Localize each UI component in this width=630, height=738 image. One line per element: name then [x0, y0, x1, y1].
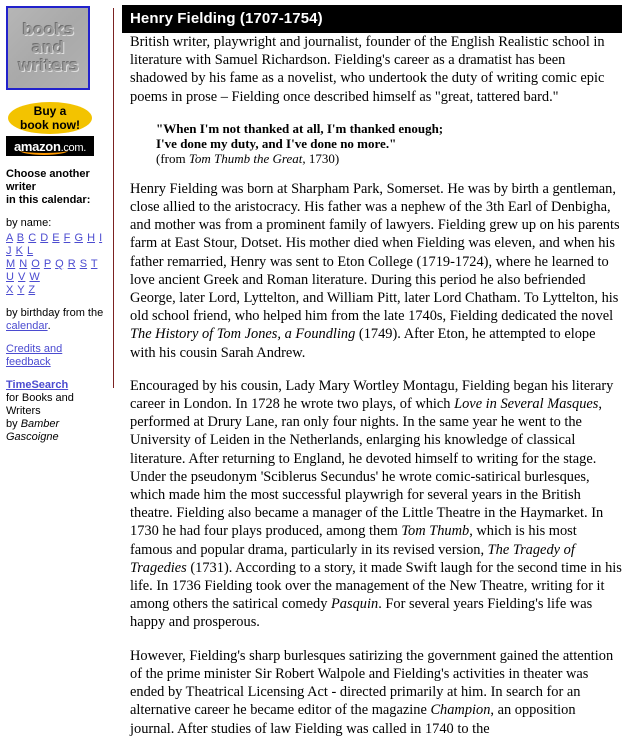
quote-source-prefix: (from — [156, 150, 189, 166]
letter-link-E[interactable]: E — [52, 232, 60, 244]
letter-link-S[interactable]: S — [79, 258, 88, 270]
body-text-run: . For several years Fielding's life was happy and prosperous. — [130, 596, 593, 631]
article-body — [122, 33, 630, 738]
letter-link-L[interactable]: L — [26, 245, 34, 257]
page-title-bar — [122, 5, 622, 33]
letter-link-I[interactable]: I — [99, 232, 103, 244]
amazon-banner-line-2: book now! — [20, 118, 80, 132]
work-title: Love in Several Masques — [454, 396, 599, 413]
para-literary-career — [130, 377, 622, 632]
sidebar — [0, 0, 108, 454]
timesearch-block — [6, 379, 104, 444]
amazon-brand-suffix: .com. — [60, 141, 86, 154]
choose-writer-heading-line-2: in this calendar: — [6, 194, 91, 206]
books-and-writers-logo — [6, 6, 90, 90]
choose-writer-heading — [6, 168, 104, 207]
logo-line-2: and — [31, 38, 65, 57]
calendar-link[interactable]: calendar — [6, 320, 48, 332]
letter-link-K[interactable]: K — [15, 245, 23, 257]
timesearch-author-prefix: by — [6, 418, 21, 430]
amazon-banner-text — [6, 100, 94, 136]
timesearch-author: Bamber Gascoigne — [6, 418, 60, 443]
timesearch-link[interactable]: TimeSearch — [6, 379, 69, 391]
rich-paragraphs — [130, 180, 622, 738]
quote-source-title: Tom Thumb the Great — [188, 150, 303, 166]
letter-link-D[interactable]: D — [40, 232, 49, 244]
intro-paragraph: British writer, playwright and journalist, founder of the English Realistic school in literature with Samuel Richardson. Fielding's career as a dramatist has been shadowed by his fame as a novelist, who undertook the duty of writing comic epic poems in prose – Fielding once described himself as "great, tattered bard." — [130, 34, 605, 105]
body-text-run: , an opposition journal. After studies of law Fielding was called in 1740 to the — [130, 702, 576, 737]
letter-link-R[interactable]: R — [67, 258, 76, 270]
letter-link-Y[interactable]: Y — [17, 284, 25, 296]
amazon-brand: amazon — [13, 138, 61, 154]
work-title: Tom Thumb — [401, 523, 470, 540]
body-text-run: However, Fielding's sharp burlesques satirizing the government gained the attention of the prime minister Sir Robert Walpole and Fielding's activities in theater was ended by Theatrical Licensing Act - directed primarily at him. In search for an alternative career he became editor of the magazine — [130, 647, 614, 719]
letter-link-B[interactable]: B — [16, 232, 25, 244]
body-text-run: , performed at Drury Lane, ran only four nights. In the same year he went to the University of Leiden in the Netherlands, enlarging his knowledge of classical literature. After returning to England, he devoted himself to writing for the stage. Under the pseudonym 'Sciblerus Secundus' he wrote comic-satirical burlesques, which made him the most successful playwrigh for several years in the British theatre. Fielding also became a manager of the Little Theatre in the Haymarket. In 1730 he had four plays produced, among them — [130, 396, 604, 540]
amazon-swoosh-icon — [20, 146, 68, 155]
letter-link-O[interactable]: O — [31, 258, 40, 270]
alphabet-row-2 — [6, 258, 97, 283]
body-text-run: Encouraged by his cousin, Lady Mary Wortley Montagu, Fielding began his literary career in London. In 1728 he wrote two plays, of which — [130, 377, 614, 413]
by-birthday-label: by birthday from the — [6, 307, 104, 319]
para-early-life — [130, 180, 622, 362]
letter-link-X[interactable]: X — [6, 284, 14, 296]
choose-writer-heading-line-1: Choose another writer — [6, 168, 90, 193]
page-title: Henry Fielding (1707-1754) — [130, 10, 323, 27]
amazon-logo-bar — [6, 136, 94, 156]
letter-link-Q[interactable]: Q — [55, 258, 64, 270]
letter-link-N[interactable]: N — [19, 258, 28, 270]
alphabet-index — [6, 232, 104, 297]
by-name-label: by name: — [6, 217, 52, 229]
calendar-period: . — [47, 320, 51, 332]
letter-link-V[interactable]: V — [18, 271, 26, 283]
amazon-banner-top — [6, 100, 94, 136]
work-title: Pasquin — [331, 596, 379, 613]
work-title: The Tragedy of Tragedies — [130, 541, 575, 576]
letter-link-T[interactable]: T — [90, 258, 98, 270]
letter-link-H[interactable]: H — [87, 232, 96, 244]
amazon-banner-line-1: Buy a — [33, 104, 67, 118]
letter-link-C[interactable]: C — [28, 232, 37, 244]
alphabet-row-3 — [6, 284, 35, 296]
letter-link-G[interactable]: G — [74, 232, 83, 244]
by-birthday-block — [6, 307, 104, 333]
amazon-buy-book-banner[interactable] — [6, 100, 94, 156]
letter-link-F[interactable]: F — [63, 232, 71, 244]
body-text-run: , which is his most famous and popular drama, particularly in its revised version, — [130, 523, 577, 558]
body-text-run: (1749). After Eton, he attempted to elope with his cousin Sarah Andrew. — [130, 326, 596, 361]
work-title: The History of Tom Jones, a Foundling — [130, 326, 356, 343]
para-walpole — [130, 647, 622, 738]
timesearch-subtitle: for Books and Writers — [6, 392, 74, 417]
quote-line-2: I've done my duty, and I've done no more." — [156, 135, 397, 151]
letter-link-U[interactable]: U — [6, 271, 14, 283]
pull-quote — [156, 121, 622, 166]
letter-link-P[interactable]: P — [43, 258, 52, 270]
quote-line-1: "When I'm not thanked at all, I'm thanked enough; — [156, 120, 444, 136]
logo-line-1: books — [22, 20, 74, 39]
letter-link-M[interactable]: M — [6, 258, 16, 270]
body-text-run: (1731). According to a story, it made Swift laugh for the second time in his life. In 1736 Fielding took over the management of the New Theatre, writing for it among others the satirical comedy — [130, 559, 622, 613]
quote-source-suffix: , 1730) — [302, 150, 340, 166]
alphabet-row-1 — [6, 232, 102, 257]
letter-link-A[interactable]: A — [6, 232, 13, 244]
vertical-divider — [113, 8, 114, 388]
logo-line-3: writers — [17, 56, 79, 75]
letter-link-J[interactable]: J — [6, 245, 12, 257]
credits-block — [6, 343, 104, 369]
letter-link-W[interactable]: W — [29, 271, 40, 283]
main-content — [122, 0, 630, 737]
work-title: Champion — [430, 702, 491, 719]
letter-link-Z[interactable]: Z — [28, 284, 36, 296]
credits-and-feedback-link[interactable]: Credits and feedback — [6, 343, 63, 368]
body-text-run: Henry Fielding was born at Sharpham Park, Somerset. He was by birth a gentleman, close allied to the aristocracy. His father was a nephew of the 3th Earl of Denbigha, and mother was from a prominent family of lawyers. Fielding grew up on his parents farm at East Stour, Dotset. His mother died when Fielding was eleven, and when his father remarried, Henry was sent to Eton College (1719-1724), where he learned to love ancient Greek and Roman literature. During this period he also befriended George, later Lord, Lyttelton, and William Pitt, later Lord Chatham. To Lyttelton, his old school friend, who helped him from the late 1740s, Fielding dedicated the novel — [130, 180, 620, 325]
quote-source — [156, 151, 622, 166]
